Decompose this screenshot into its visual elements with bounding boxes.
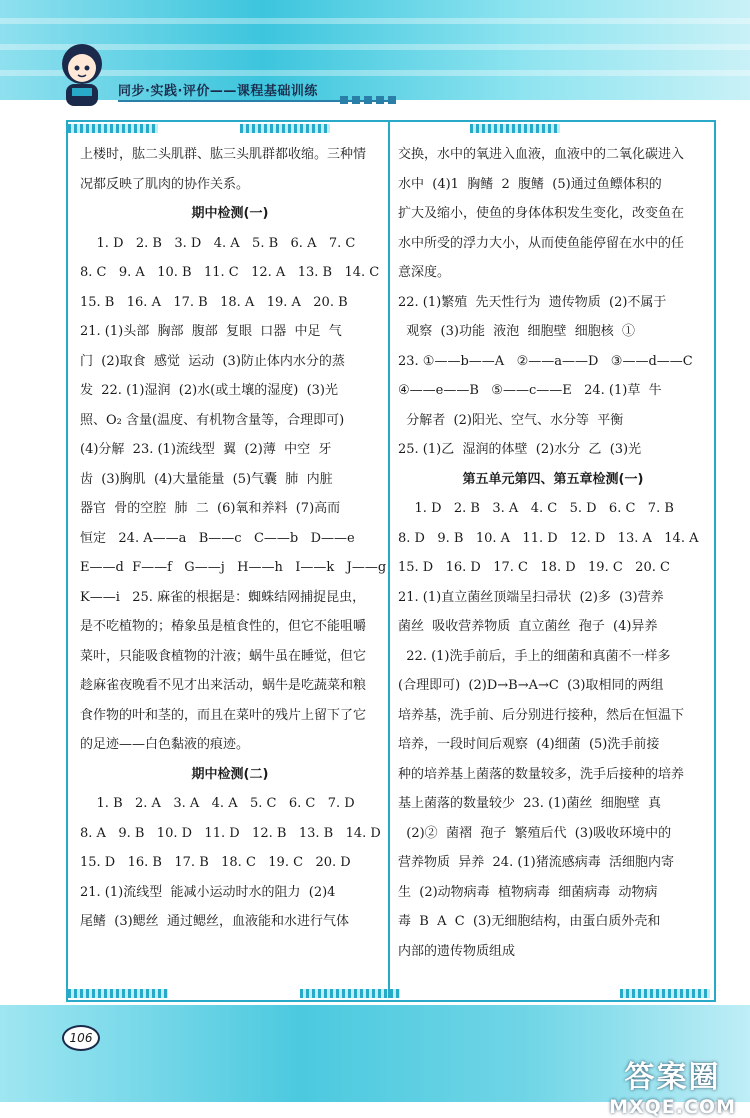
text-line: K——i 25. 麻雀的根据是：蜘蛛结网捕捉昆虫， <box>80 589 366 605</box>
left-column <box>80 140 387 937</box>
text-line: 内部的遗传物质组成 <box>398 943 516 959</box>
text-line: 21. (1)直立菌丝顶端呈扫帚状 (2)多 (3)营养 <box>398 589 664 605</box>
text-line: 25. (1)乙 湿润的体壁 (2)水分 乙 (3)光 <box>398 442 642 457</box>
text-line: 毒 B A C (3)无细胞结构，由蛋白质外壳和 <box>398 914 661 929</box>
section-heading: 期中检测(一) <box>191 206 269 221</box>
text-line: 菜叶，只能吸食植物的汁液；蜗牛虽在睡觉，但它 <box>80 648 367 664</box>
text-line: 尾鳍 (3)鳃丝 通过鳃丝，血液能和水进行气体 <box>80 914 349 929</box>
section-heading: 第五单元第四、第五章检测(一) <box>462 471 644 487</box>
text-line: 15. D 16. B 17. B 18. C 19. C 20. D <box>80 855 351 870</box>
page-number: 106 <box>62 1025 100 1051</box>
ribbon-decoration <box>620 989 710 998</box>
text-line: 8. D 9. B 10. A 11. D 12. D 13. A 14. A <box>398 530 699 546</box>
column-divider <box>388 122 390 998</box>
text-line: ④——e——B ⑤——c——E 24. (1)草 牛 <box>398 383 662 398</box>
text-line: 1. D 2. B 3. A 4. C 5. D 6. C 7. B <box>398 501 674 516</box>
text-line: (4)分解 23. (1)流线型 翼 (2)薄 中空 牙 <box>80 442 332 457</box>
text-line: 22. (1)繁殖 先天性行为 遗传物质 (2)不属于 <box>398 294 667 310</box>
text-line: 交换，水中的氧进入血液，血液中的二氧化碳进入 <box>398 147 685 162</box>
text-line: 22. (1)洗手前后，手上的细菌和真菌不一样多 <box>398 648 671 664</box>
text-line: 8. A 9. B 10. D 11. D 12. B 13. B 14. D <box>80 825 381 841</box>
ribbon-decoration <box>470 124 560 133</box>
text-line: 1. B 2. A 3. A 4. A 5. C 6. C 7. D <box>80 796 355 811</box>
text-line: 发 22. (1)湿润 (2)水(或土壤的湿度) (3)光 <box>80 383 338 398</box>
text-line: 器官 骨的空腔 肺 二 (6)氧和养料 (7)高而 <box>80 501 341 516</box>
ribbon-decoration <box>240 124 330 133</box>
watermark-url: MXQE.COM <box>609 1096 736 1118</box>
text-line: 21. (1)头部 胸部 腹部 复眼 口器 中足 气 <box>80 324 342 339</box>
text-line: 意深度。 <box>398 265 451 280</box>
header-dash-decoration <box>340 96 400 104</box>
text-line: 水中 (4)1 胸鳍 2 腹鳍 (5)通过鱼鳔体积的 <box>398 176 662 192</box>
watermark <box>609 1052 736 1118</box>
text-line: 趁麻雀夜晚看不见才出来活动，蜗牛是吃蔬菜和粮 <box>80 678 367 693</box>
ribbon-decoration <box>68 124 158 133</box>
text-line: 23. ①——b——A ②——a——D ③——d——C <box>398 353 693 369</box>
text-line: 门 (2)取食 感觉 运动 (3)防止体内水分的蒸 <box>80 353 345 369</box>
text-line: 齿 (3)胸肌 (4)大量能量 (5)气囊 肺 内脏 <box>80 471 333 487</box>
text-line: 生 (2)动物病毒 植物病毒 细菌病毒 动物病 <box>398 884 658 900</box>
text-line: (合理即可) (2)D→B→A→C (3)取相同的两组 <box>398 678 664 693</box>
text-line: 15. B 16. A 17. B 18. A 19. A 20. B <box>80 294 348 310</box>
header-background <box>0 0 750 100</box>
text-line: 8. C 9. A 10. B 11. C 12. A 13. B 14. C <box>80 265 380 280</box>
text-line: 是不吃植物的；椿象虽是植食性的，但它不能咀嚼 <box>80 619 367 634</box>
section-heading: 期中检测(二) <box>191 766 269 782</box>
text-line: E——d F——f G——j H——h I——k J——g <box>80 560 387 575</box>
text-line: 21. (1)流线型 能减小运动时水的阻力 (2)4 <box>80 884 336 900</box>
watermark-title: 答案圈 <box>624 1060 721 1095</box>
text-line: 况都反映了肌肉的协作关系。 <box>80 176 250 192</box>
text-line: 培养，一段时间后观察 (4)细菌 (5)洗手前接 <box>398 737 660 752</box>
text-line: (2)② 菌褶 孢子 繁殖后代 (3)吸收环境中的 <box>398 825 672 841</box>
text-line: 分解者 (2)阳光、空气、水分等 平衡 <box>398 412 624 428</box>
text-line: 照、O₂ 含量(温度、有机物含量等，合理即可) <box>80 412 345 428</box>
text-line: 15. D 16. D 17. C 18. D 19. C 20. C <box>398 560 670 575</box>
header-title: 同步·实践·评价——课程基础训练 <box>118 84 318 99</box>
text-line: 上楼时，肱二头肌群、肱三头肌群都收缩。三种情 <box>80 147 367 162</box>
text-line: 菌丝 吸收营养物质 直立菌丝 孢子 (4)异养 <box>398 619 658 634</box>
text-line: 食作物的叶和茎的，而且在菜叶的残片上留下了它 <box>80 707 367 723</box>
text-line: 恒定 24. A——a B——c C——b D——e <box>80 530 355 546</box>
ribbon-decoration <box>68 989 168 998</box>
ribbon-decoration <box>300 989 400 998</box>
mascot-icon <box>52 40 112 112</box>
text-line: 1. D 2. B 3. D 4. A 5. B 6. A 7. C <box>80 235 356 251</box>
text-line: 观察 (3)功能 液泡 细胞壁 细胞核 ① <box>398 324 636 339</box>
text-line: 的足迹——白色黏液的痕迹。 <box>80 737 250 752</box>
text-line: 基上菌落的数量较少 23. (1)菌丝 细胞壁 真 <box>398 796 662 811</box>
right-column <box>398 140 708 966</box>
text-line: 扩大及缩小，使鱼的身体体积发生变化，改变鱼在 <box>398 206 685 221</box>
text-line: 水中所受的浮力大小，从而使鱼能停留在水中的任 <box>398 235 685 251</box>
text-line: 营养物质 异养 24. (1)猪流感病毒 活细胞内寄 <box>398 855 675 870</box>
text-line: 种的培养基上菌落的数量较多，洗手后接种的培养 <box>398 766 685 782</box>
text-line: 培养基，洗手前、后分别进行接种，然后在恒温下 <box>398 707 685 723</box>
